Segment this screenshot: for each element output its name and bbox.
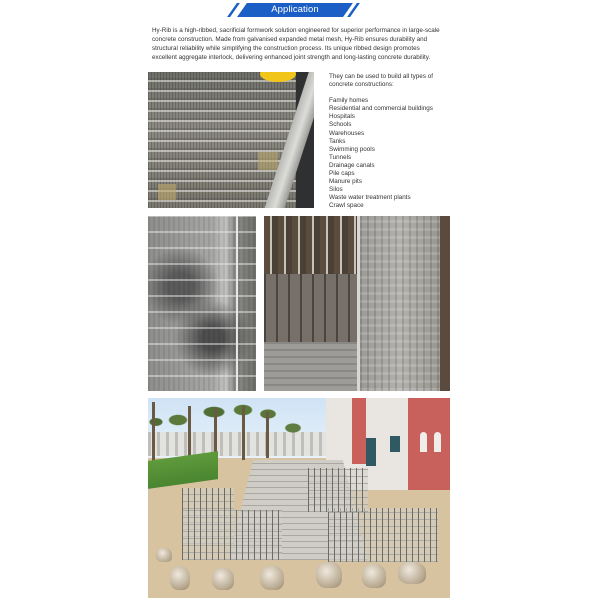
hard-hat xyxy=(260,72,296,82)
list-item: Drainage canals xyxy=(329,161,375,169)
list-item: Tanks xyxy=(329,137,346,145)
list-item: Pile caps xyxy=(329,170,355,178)
list-item: Manure pits xyxy=(329,178,362,186)
list-item: Silos xyxy=(329,186,343,194)
list-item: Hospitals xyxy=(329,113,355,121)
list-item: Waste water treatment plants xyxy=(329,194,411,202)
list-item: Swimming pools xyxy=(329,145,375,153)
list-item: Tunnels xyxy=(329,153,352,161)
list-item: Family homes xyxy=(329,97,369,105)
uses-lead: They can be used to build all types of concrete constructions: xyxy=(329,73,433,89)
section-title: Application xyxy=(271,4,319,15)
list-item: Schools xyxy=(329,121,352,129)
section-banner xyxy=(228,3,360,17)
list-item: Residential and commercial buildings xyxy=(329,105,433,113)
uses-list-block xyxy=(329,73,454,211)
list-item: Crawl space xyxy=(329,202,364,210)
photo-interior-walls xyxy=(264,216,450,391)
list-item: Warehouses xyxy=(329,129,365,137)
photo-concrete-wall xyxy=(148,216,256,391)
photo-mesh-panels xyxy=(148,72,314,208)
photo-swimming-pool-construction xyxy=(148,398,450,598)
intro-paragraph: Hy-Rib is a high-ribbed, sacrificial formwork solution engineered for superior performance in large-scale concrete construction. Made from galvanised expanded metal mesh, Hy-Rib ensures durability and structural reliability while simplifying the construction process. Its unique ribbed design promotes excellent aggregate interlock, delivering enhanced joint strength and long-lasting concrete durability. xyxy=(152,27,440,61)
uses-list xyxy=(329,97,454,210)
